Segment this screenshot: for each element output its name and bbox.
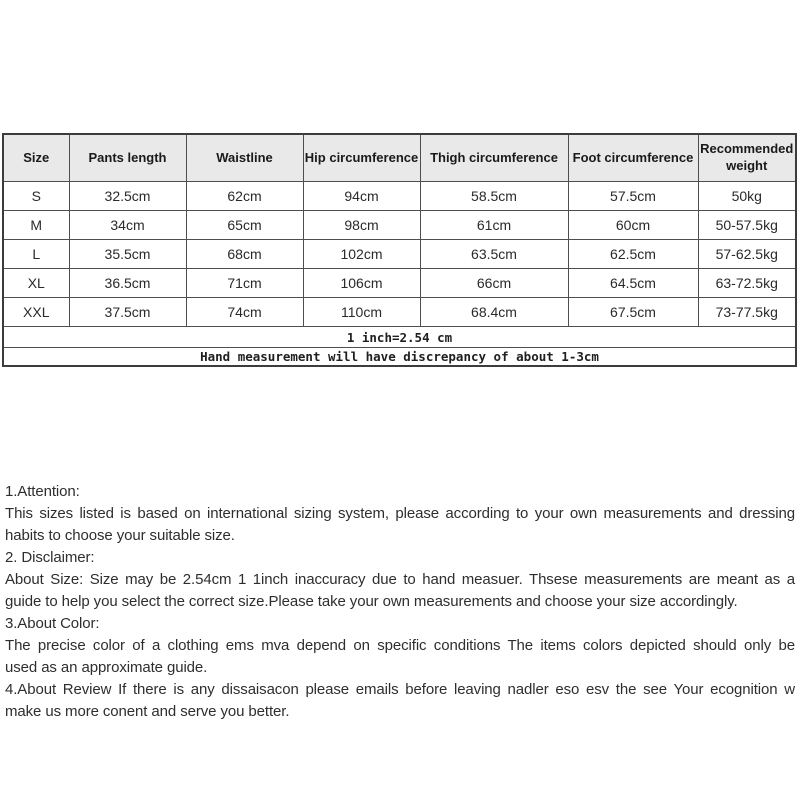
value-cell: 62cm [186,182,303,211]
size-table [2,133,797,367]
note-heading-about-color: 3.About Color: [5,615,100,632]
value-cell: 67.5cm [568,298,698,327]
unit-conversion-row [3,327,796,348]
value-cell: 65cm [186,211,303,240]
size-label: L [3,240,69,269]
size-label: XL [3,269,69,298]
col-header-pants-length: Pants length [69,134,186,182]
table-row-m [3,211,796,240]
col-header-hip-circumference: Hip circumference [303,134,420,182]
note-text-line: The precise color of a clothing ems mva depend on specific conditions The items colors depicted should only be [5,637,795,654]
value-cell: 57.5cm [568,182,698,211]
col-header-foot-circumference: Foot circumference [568,134,698,182]
note-text-line: This sizes listed is based on international sizing system, please according to your own measurements and dressing [5,505,795,522]
col-header-thigh-circumference: Thigh circumference [420,134,568,182]
note-heading-disclaimer: 2. Disclaimer: [5,549,95,566]
value-cell: 63-72.5kg [698,269,796,298]
note-text-line: habits to choose your suitable size. [5,527,235,544]
hand-measurement-note: Hand measurement will have discrepancy of about 1-3cm [3,348,796,367]
size-label: XXL [3,298,69,327]
note-text-line: make us more conent and serve you better. [5,703,290,720]
col-header-recommended-weight: Recommended weight [698,134,796,182]
value-cell: 60cm [568,211,698,240]
value-cell: 66cm [420,269,568,298]
table-row-xl [3,269,796,298]
value-cell: 110cm [303,298,420,327]
value-cell: 94cm [303,182,420,211]
note-text-line: 4.About Review If there is any dissaisacon please emails before leaving nadler eso esv the see Your ecognition w [5,681,795,698]
value-cell: 98cm [303,211,420,240]
value-cell: 102cm [303,240,420,269]
value-cell: 58.5cm [420,182,568,211]
value-cell: 34cm [69,211,186,240]
value-cell: 64.5cm [568,269,698,298]
table-row-l [3,240,796,269]
note-text-line: About Size: Size may be 2.54cm 1 1inch inaccuracy due to hand measuer. Thsese measurements are meant as a [5,571,795,588]
value-cell: 50-57.5kg [698,211,796,240]
note-text-line: used as an approximate guide. [5,659,208,676]
value-cell: 32.5cm [69,182,186,211]
value-cell: 57-62.5kg [698,240,796,269]
note-heading-attention: 1.Attention: [5,483,80,500]
value-cell: 63.5cm [420,240,568,269]
note-text-line: guide to help you select the correct size.Please take your own measurements and choose your size accordingly. [5,593,738,610]
table-header-row [3,134,796,182]
value-cell: 36.5cm [69,269,186,298]
hand-measurement-row [3,348,796,367]
value-cell: 61cm [420,211,568,240]
value-cell: 68.4cm [420,298,568,327]
col-header-waistline: Waistline [186,134,303,182]
col-header-size: Size [3,134,69,182]
value-cell: 62.5cm [568,240,698,269]
value-cell: 35.5cm [69,240,186,269]
value-cell: 37.5cm [69,298,186,327]
value-cell: 106cm [303,269,420,298]
size-label: M [3,211,69,240]
value-cell: 71cm [186,269,303,298]
table-row-s [3,182,796,211]
notes-section [5,481,795,723]
value-cell: 73-77.5kg [698,298,796,327]
value-cell: 74cm [186,298,303,327]
value-cell: 50kg [698,182,796,211]
unit-conversion-note: 1 inch=2.54 cm [3,327,796,348]
size-label: S [3,182,69,211]
table-row-xxl [3,298,796,327]
value-cell: 68cm [186,240,303,269]
